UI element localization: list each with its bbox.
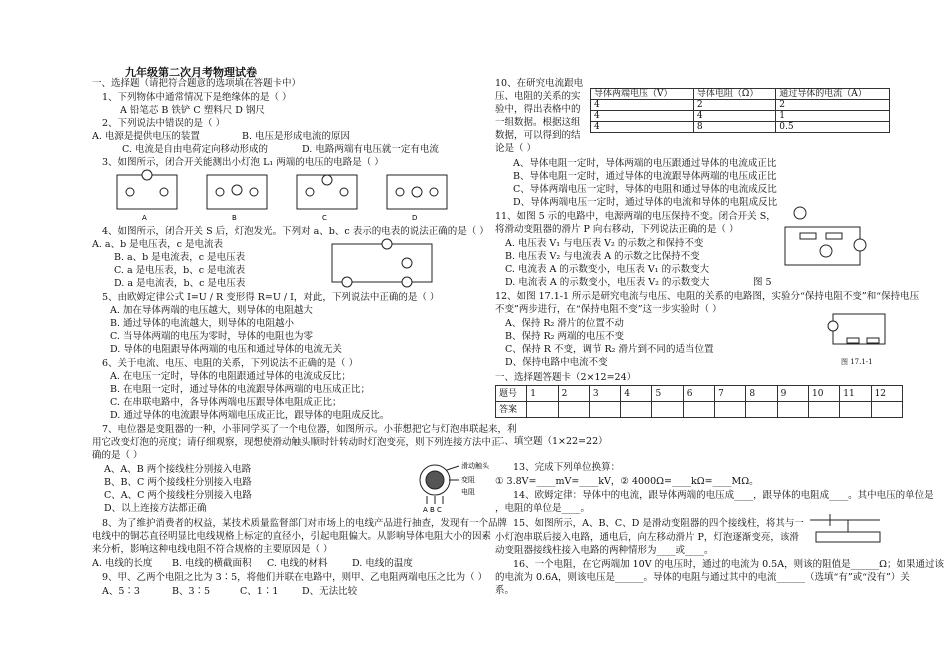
q4-circuit-diagram xyxy=(327,240,437,288)
question-number: 3 xyxy=(589,386,620,402)
answer-cell[interactable] xyxy=(527,402,558,418)
option: C. 电线的材料 xyxy=(267,558,328,569)
question-number: 8 xyxy=(746,386,777,402)
question-12-cont: 不变”两步进行，在“保持电阻不变”这一步实验时（ ） xyxy=(495,304,722,315)
question-number: 7 xyxy=(715,386,746,402)
answer-card-table xyxy=(495,385,903,418)
question-10: 10、在研究电流跟电 xyxy=(495,78,584,89)
rheostat-figure xyxy=(800,512,895,552)
answer-cell[interactable] xyxy=(840,402,871,418)
question-14-cont: ，电阻的单位是____。 xyxy=(495,503,591,514)
table-cell: 4 xyxy=(591,100,694,111)
fig-label-c: C xyxy=(322,214,327,222)
option: A. 电压表 V₁ 与电压表 V₂ 的示数之和保持不变 xyxy=(505,238,704,249)
fig-label-b: B xyxy=(232,214,237,222)
q10-data-table xyxy=(590,88,890,133)
table-header: 通过导体的电流（A） xyxy=(776,89,890,100)
table-header: 导体电阻（Ω） xyxy=(693,89,775,100)
fig-label-a: A xyxy=(142,214,147,222)
question-5: 5、由欧姆定律公式 I=U / R 变形得 R=U / I，对此，下列说法中正确的是（ ） xyxy=(102,292,440,303)
page-title: 九年级第二次月考物理试卷 xyxy=(125,66,257,79)
option: C、A、C 两个接线柱分别接入电路 xyxy=(104,490,252,501)
section-heading: 一、选择题（请把符合题意的选项填在答题卡中） xyxy=(92,78,302,89)
option: C. 在串联电路中，各导体两端电压跟导体电阻成正比； xyxy=(110,397,342,408)
option: C. 电流表 A 的示数变小，电压表 V₁ 的示数变大 xyxy=(505,264,710,275)
question-number: 10 xyxy=(808,386,839,402)
answer-cell[interactable] xyxy=(746,402,777,418)
question-7-cont: 确的是（ ） xyxy=(92,450,143,461)
fig-label-resistor2: 电阻 xyxy=(461,488,475,496)
option: D. 电路两端有电压就一定有电流 xyxy=(302,144,439,155)
question-8-cont: 电线中的铜芯直径明显比电线规格上标定的直径小，引起电阻偏大。从影响导体电阻大小的因素 xyxy=(92,531,492,542)
option: C. 当导体两端的电压为零时，导体的电阻也为零 xyxy=(110,331,313,342)
option: A. 加在导体两端的电压越大，则导体的电阻越大 xyxy=(110,305,313,316)
question-15-cont: 小灯泡串联后接入电路，通电后，向左移动滑片 P，灯泡逐渐变亮，该滑 xyxy=(495,532,799,543)
question-16: 16、一个电阻，在它两端加 10V 的电压时，通过的电流为 0.5A，则该的阻值是______Ω；如果通过该 xyxy=(513,559,944,570)
option: B. 在电阻一定时，通过导体的电流跟导体两端的电压成正比； xyxy=(110,384,371,395)
option: A、A、B 两个接线柱分别接入电路 xyxy=(104,464,252,475)
table-cell: 1 xyxy=(776,111,890,122)
option: B、B、C 两个接线柱分别接入电路 xyxy=(104,477,252,488)
table-cell: 0.5 xyxy=(776,122,890,133)
option: B、导体电阻一定时，通过导体的电流跟导体两端的电压成正比 xyxy=(513,171,777,182)
option: C. 电流是自由电荷定向移动形成的 xyxy=(122,144,268,155)
answer-card-heading: 一、选择题答题卡（2×12=24） xyxy=(495,372,637,383)
table-cell: 8 xyxy=(693,122,775,133)
option: D、无法比较 xyxy=(302,586,358,597)
question-10-cont: 一组数据。根据这组 xyxy=(495,117,581,128)
potentiometer-figure xyxy=(417,458,487,514)
question-4: 4、如图所示，闭合开关 S 后，灯泡发光。下列对 a、b、c 表示的电表的说法正确的是（ ） xyxy=(102,226,489,237)
section-heading: 二、填空题（1×22=22） xyxy=(495,436,608,447)
row-label: 答案 xyxy=(496,402,527,418)
answer-cell[interactable] xyxy=(808,402,839,418)
table-row xyxy=(591,122,890,133)
answer-cell[interactable] xyxy=(871,402,902,418)
figure-17-caption: 图 17.1-1 xyxy=(841,358,873,366)
figure-5-caption: 图 5 xyxy=(753,277,772,288)
figure-5-circuit xyxy=(780,205,870,271)
table-cell: 4 xyxy=(591,122,694,133)
question-11-cont: 将滑动变阻器的滑片 P 向右移动，下列说法正确的是（ ） xyxy=(495,224,739,235)
question-16-cont: 的电流为 0.6A，则该电压是______。导体的电阻与通过其中的电流______（选填“有”或“没有”）关 xyxy=(495,572,910,583)
question-10-cont: 压、电阻的关系的实 xyxy=(495,91,581,102)
question-14: 14、欧姆定律：导体中的电流，跟导体两端的电压成____，跟导体的电阻成____。其中电压的单位是 xyxy=(513,490,934,501)
question-number: 12 xyxy=(871,386,902,402)
question-number: 9 xyxy=(777,386,808,402)
table-cell: 2 xyxy=(776,100,890,111)
option: B. 电压是形成电流的原因 xyxy=(242,131,351,142)
option: D、导体两端电压一定时，通过导体的电流和导体的电阻成反比 xyxy=(513,197,778,208)
option: A、导体电阻一定时，导体两端的电压跟通过导体的电流成正比 xyxy=(513,158,777,169)
option: D. 电线的温度 xyxy=(352,558,413,569)
option: D. 电流表 A 的示数变小，电压表 V₂ 的示数变大 xyxy=(505,277,710,288)
answer-cell[interactable] xyxy=(652,402,683,418)
fig-label-d: D xyxy=(412,214,418,222)
question-2: 2、下列说法中错误的是（ ） xyxy=(102,118,226,129)
question-10-cont: 论是（ ） xyxy=(495,143,537,154)
answer-cell[interactable] xyxy=(621,402,652,418)
option: C、1∶1 xyxy=(240,586,279,597)
option: A、5∶3 xyxy=(102,586,140,597)
option: C、保持 R 不变，调节 R₂ 滑片到不同的适当位置 xyxy=(505,344,714,355)
table-header: 导体两端电压（V） xyxy=(591,89,694,100)
question-10-cont: 验中，得出表格中的 xyxy=(495,104,581,115)
option: C、导体两端电压一定时，导体的电阻和通过导体的电流成反比 xyxy=(513,184,777,195)
question-number: 11 xyxy=(840,386,871,402)
question-7-cont: 用它改变灯泡的亮度；请仔细观察，现想使滑动触头顺时针转动时灯泡变亮，则下列连接方法中正 xyxy=(92,437,501,448)
question-9: 9、甲、乙两个电阻之比为 3∶5，将他们并联在电路中，则甲、乙电阻两端电压之比为（ ） xyxy=(102,572,488,583)
option: A. 电线的长度 xyxy=(92,558,153,569)
answer-cell[interactable] xyxy=(589,402,620,418)
question-15: 15、如图所示，A、B、C、D 是滑动变阻器的四个接线柱，将其与一 xyxy=(513,518,804,529)
option: C. a 是电压表，b、c 是电流表 xyxy=(114,265,246,276)
question-15-cont: 动变阻器接线柱接入电路的两种情形为____或____。 xyxy=(495,545,714,556)
table-row xyxy=(591,111,890,122)
option: B. 电线的横截面积 xyxy=(172,558,252,569)
question-12: 12、如图 17.1-1 所示是研究电流与电压、电阻的关系的电路图，实验分“保持电阻不变”和“保持电压 xyxy=(495,291,920,302)
option: B. 电压表 V₂ 与电流表 A 的示数之比保持不变 xyxy=(505,251,700,262)
figure-17-circuit xyxy=(825,308,890,358)
option: B. 通过导体的电流越大，则导体的电阻越小 xyxy=(110,318,295,329)
answer-card-number-row xyxy=(496,386,903,402)
fig-label-resistor: 变阻 xyxy=(461,476,475,484)
question-number: 6 xyxy=(683,386,714,402)
question-number: 5 xyxy=(652,386,683,402)
option: D、以上连接方法都正确 xyxy=(104,503,207,514)
question-16-cont: 系。 xyxy=(495,585,515,596)
option: B、3∶5 xyxy=(172,586,211,597)
question-8: 8、为了维护消费者的权益，某技术质量监督部门对市场上的电线产品进行抽查，发现有一个品牌 xyxy=(102,518,508,529)
row-label: 题号 xyxy=(496,386,527,402)
question-number: 1 xyxy=(527,386,558,402)
question-8-cont: 来分析，影响这种电线电阻不符合规格的主要原因是（ ） xyxy=(92,544,333,555)
option: D. 通过导体的电流跟导体两端电压成正比，跟导体的电阻成反比。 xyxy=(110,410,390,421)
question-7: 7、电位器是变阻器的一种，小菲同学买了一个电位器，如图所示。小菲想把它与灯泡串联起来，利 xyxy=(102,424,517,435)
answer-cell[interactable] xyxy=(715,402,746,418)
table-cell: 2 xyxy=(693,100,775,111)
table-cell: 4 xyxy=(591,111,694,122)
answer-cell[interactable] xyxy=(558,402,589,418)
answer-cell[interactable] xyxy=(777,402,808,418)
fig-label-slider: 滑动触头 xyxy=(461,462,489,470)
question-6: 6、关于电流、电压、电阻的关系，下列说法不正确的是（ ） xyxy=(102,358,359,369)
option: B. a、b 是电流表，c 是电压表 xyxy=(114,252,246,263)
answer-cell[interactable] xyxy=(683,402,714,418)
answer-card-answer-row xyxy=(496,402,903,418)
question-1: 1、下列物体中通常情况下是绝缘体的是（ ） xyxy=(102,92,292,103)
option: A. 电源是提供电压的装置 xyxy=(92,131,200,142)
option: A. 在电压一定时，导体的电阻跟通过导体的电流成反比； xyxy=(110,371,351,382)
question-10-cont: 数据，可以得到的结 xyxy=(495,130,581,141)
question-1-options: A 铅笔芯 B 铁铲 C 塑料尺 D 钢尺 xyxy=(120,105,265,116)
table-cell: 4 xyxy=(693,111,775,122)
question-13-cont: ① 3.8V=____mV=____kV，② 4000Ω=____kΩ=____MΩ。 xyxy=(495,476,759,487)
option: B、保持 R₂ 两端的电压不变 xyxy=(505,331,624,342)
question-3: 3、如图所示，闭合开关能测出小灯泡 L₁ 两端的电压的电路是（ ） xyxy=(102,157,384,168)
table-header-row xyxy=(591,89,890,100)
option: D. a 是电流表，b、c 是电压表 xyxy=(114,278,246,289)
table-row xyxy=(591,100,890,111)
question-number: 4 xyxy=(621,386,652,402)
question-11: 11、如图 5 示的电路中，电源两端的电压保持不变。闭合开关 S， xyxy=(495,211,776,222)
option: D. 导体的电阻跟导体两端的电压和通过导体的电流无关 xyxy=(110,344,342,355)
fig-label-terminals: A B C xyxy=(423,506,442,514)
option: A、保持 R₂ 滑片的位置不动 xyxy=(505,318,624,329)
option: A. a、b 是电压表，c 是电流表 xyxy=(92,239,224,250)
q3-circuit-diagrams xyxy=(112,170,452,222)
option: D、保持电路中电流不变 xyxy=(505,357,608,368)
question-number: 2 xyxy=(558,386,589,402)
question-13: 13、完成下列单位换算： xyxy=(513,462,621,473)
